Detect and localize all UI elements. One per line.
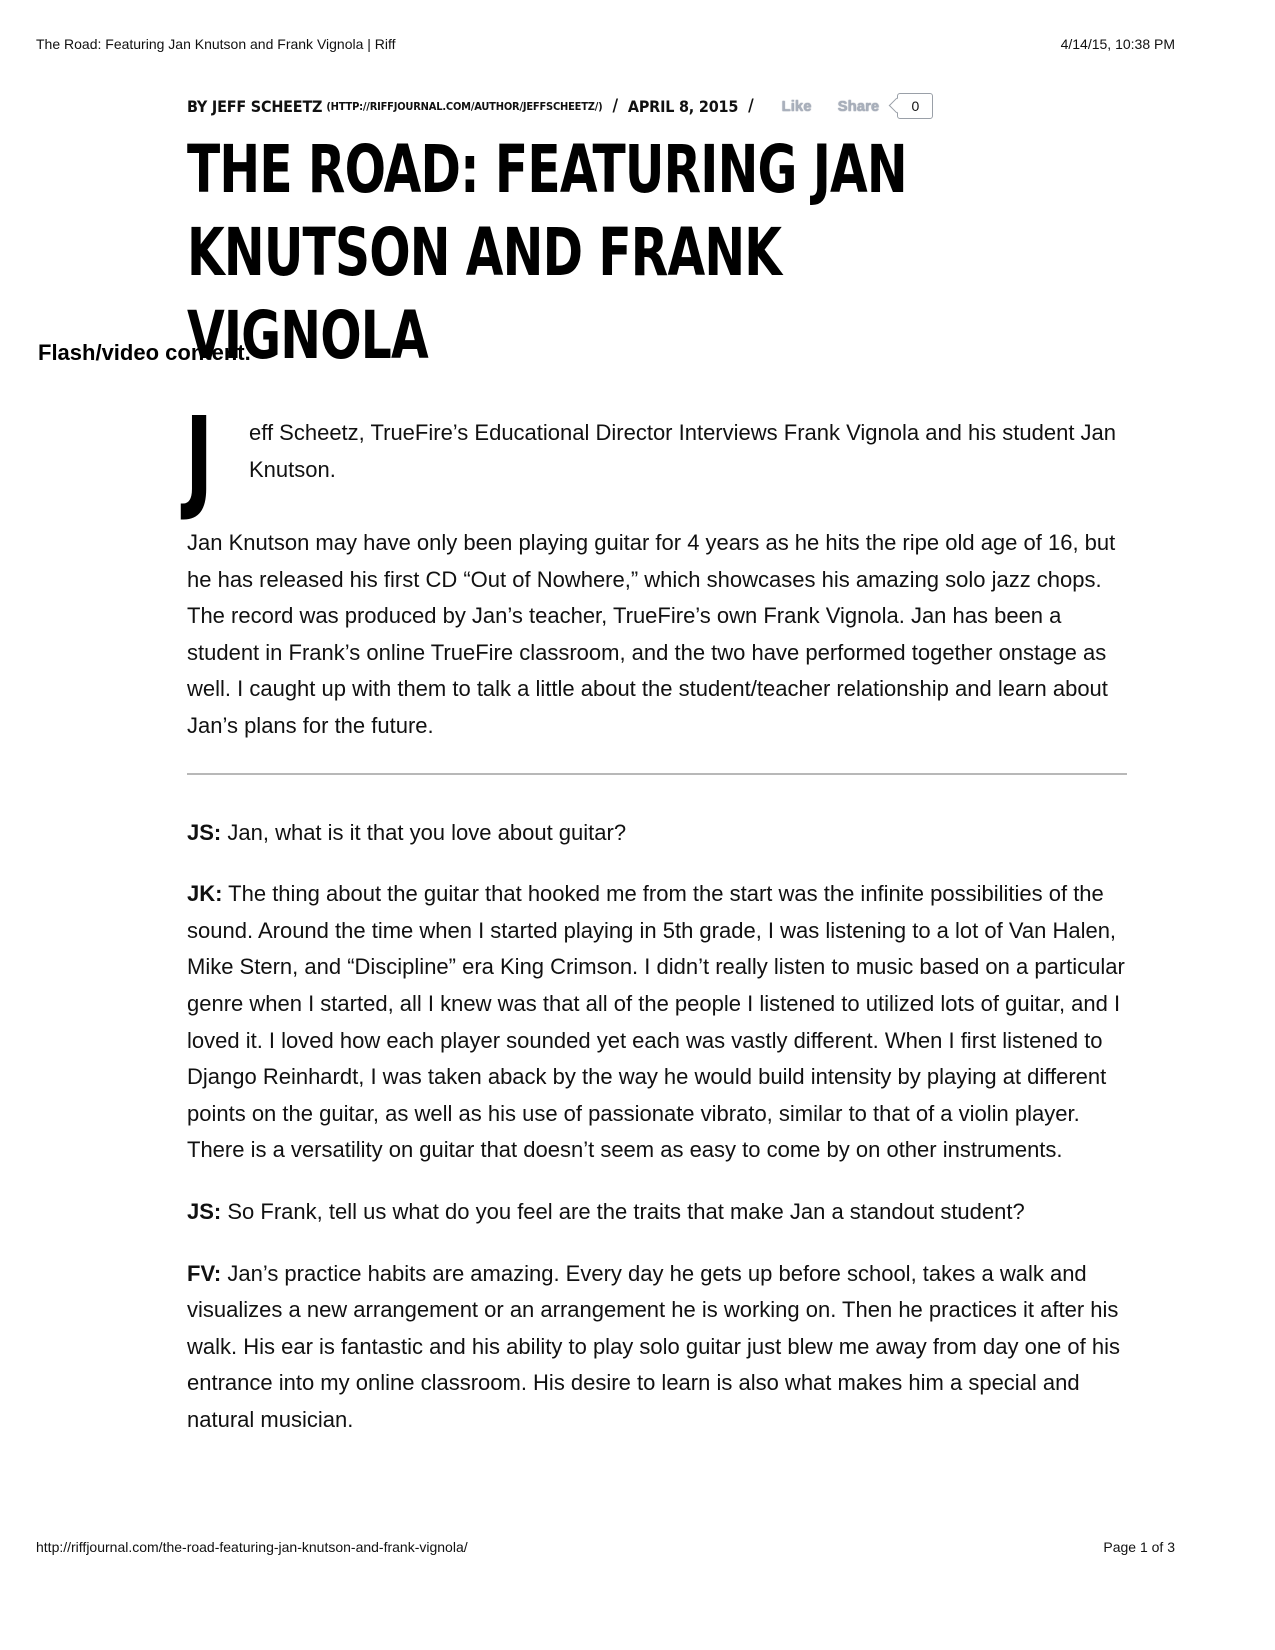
qa-speaker: JS:: [187, 819, 222, 845]
qa-text: Jan, what is it that you love about guitar?: [227, 819, 627, 845]
article-title-line: KNUTSON AND FRANK VIGNOLA: [187, 214, 782, 374]
author-link[interactable]: (HTTP://RIFFJOURNAL.COM/AUTHOR/JEFFSCHEETZ/): [326, 99, 603, 113]
section-divider: [187, 773, 1127, 775]
author-name: BY JEFF SCHEETZ: [187, 96, 323, 116]
byline-separator: /: [612, 96, 618, 116]
qa-speaker: JK:: [187, 881, 223, 907]
byline: [187, 94, 933, 118]
qa-text: Jan’s practice habits are amazing. Every day he gets up before school, takes a walk and visualizes a new arrangement or an arrangement he is working on. Then he practices it after his walk. His ear is fantastic and his ability to play solo guitar just blew me away from day one of his entrance into my online classroom. His desire to learn is also what makes him a special and natural musician.: [187, 1260, 1120, 1432]
drop-cap: J: [185, 394, 214, 524]
byline-separator: /: [748, 96, 754, 116]
flash-video-placeholder: Flash/video content.: [38, 340, 251, 365]
print-header: [36, 36, 1175, 52]
qa-item: [187, 1194, 1127, 1231]
article-title-line: THE ROAD: FEATURING JAN: [187, 131, 907, 208]
publish-date: APRIL 8, 2015: [627, 96, 739, 116]
qa-speaker: JS:: [187, 1198, 222, 1224]
share-button[interactable]: Share: [837, 97, 880, 115]
article-intro: [185, 394, 1127, 524]
qa-speaker: FV:: [187, 1260, 222, 1286]
lead-paragraph: Jan Knutson may have only been playing guitar for 4 years as he hits the ripe old age of 16, but he has released his first CD “Out of Nowhere,” which showcases his amazing solo jazz chops. The record was produced by Jan’s teacher, TrueFire’s own Frank Vignola. Jan has been a student in Frank’s online TrueFire classroom, and the two have performed together onstage as well. I caught up with them to talk a little about the student/teacher relationship and learn about Jan’s plans for the future.: [187, 530, 1116, 738]
qa-text: So Frank, tell us what do you feel are the traits that make Jan a standout student?: [227, 1198, 1025, 1224]
article-title: [187, 128, 925, 377]
qa-item: [187, 815, 1127, 852]
article-body: [185, 394, 1127, 1463]
page-url: http://riffjournal.com/the-road-featuring-jan-knutson-and-frank-vignola/: [36, 1539, 468, 1555]
print-footer: [36, 1539, 1175, 1555]
page-number: Page 1 of 3: [1103, 1539, 1175, 1555]
print-header-datetime: 4/14/15, 10:38 PM: [1060, 36, 1175, 52]
intro-text: eff Scheetz, TrueFire’s Educational Director Interviews Frank Vignola and his student Jan Knutson.: [249, 420, 1117, 482]
print-header-title: The Road: Featuring Jan Knutson and Frank Vignola | Riff: [36, 36, 396, 52]
qa-item: [187, 876, 1127, 1169]
like-button[interactable]: Like: [781, 97, 812, 115]
qa-text: The thing about the guitar that hooked me from the start was the infinite possibilities of the sound. Around the time when I started playing in 5th grade, I was listening to a lot of Van Halen, Mike Stern, and “Discipline” era King Crimson. I didn’t really listen to music based on a particular genre when I started, all I knew was that all of the people I listened to utilized lots of guitar, and I loved it. I loved how each player sounded yet each was vastly different. When I first listened to Django Reinhardt, I was taken aback by the way he would build intensity by playing at different points on the guitar, as well as his use of passionate vibrato, similar to that of a violin player. There is a versatility on guitar that doesn’t seem as easy to come by on other instruments.: [187, 881, 1125, 1163]
share-count-badge: 0: [897, 93, 933, 119]
qa-item: [187, 1256, 1127, 1439]
